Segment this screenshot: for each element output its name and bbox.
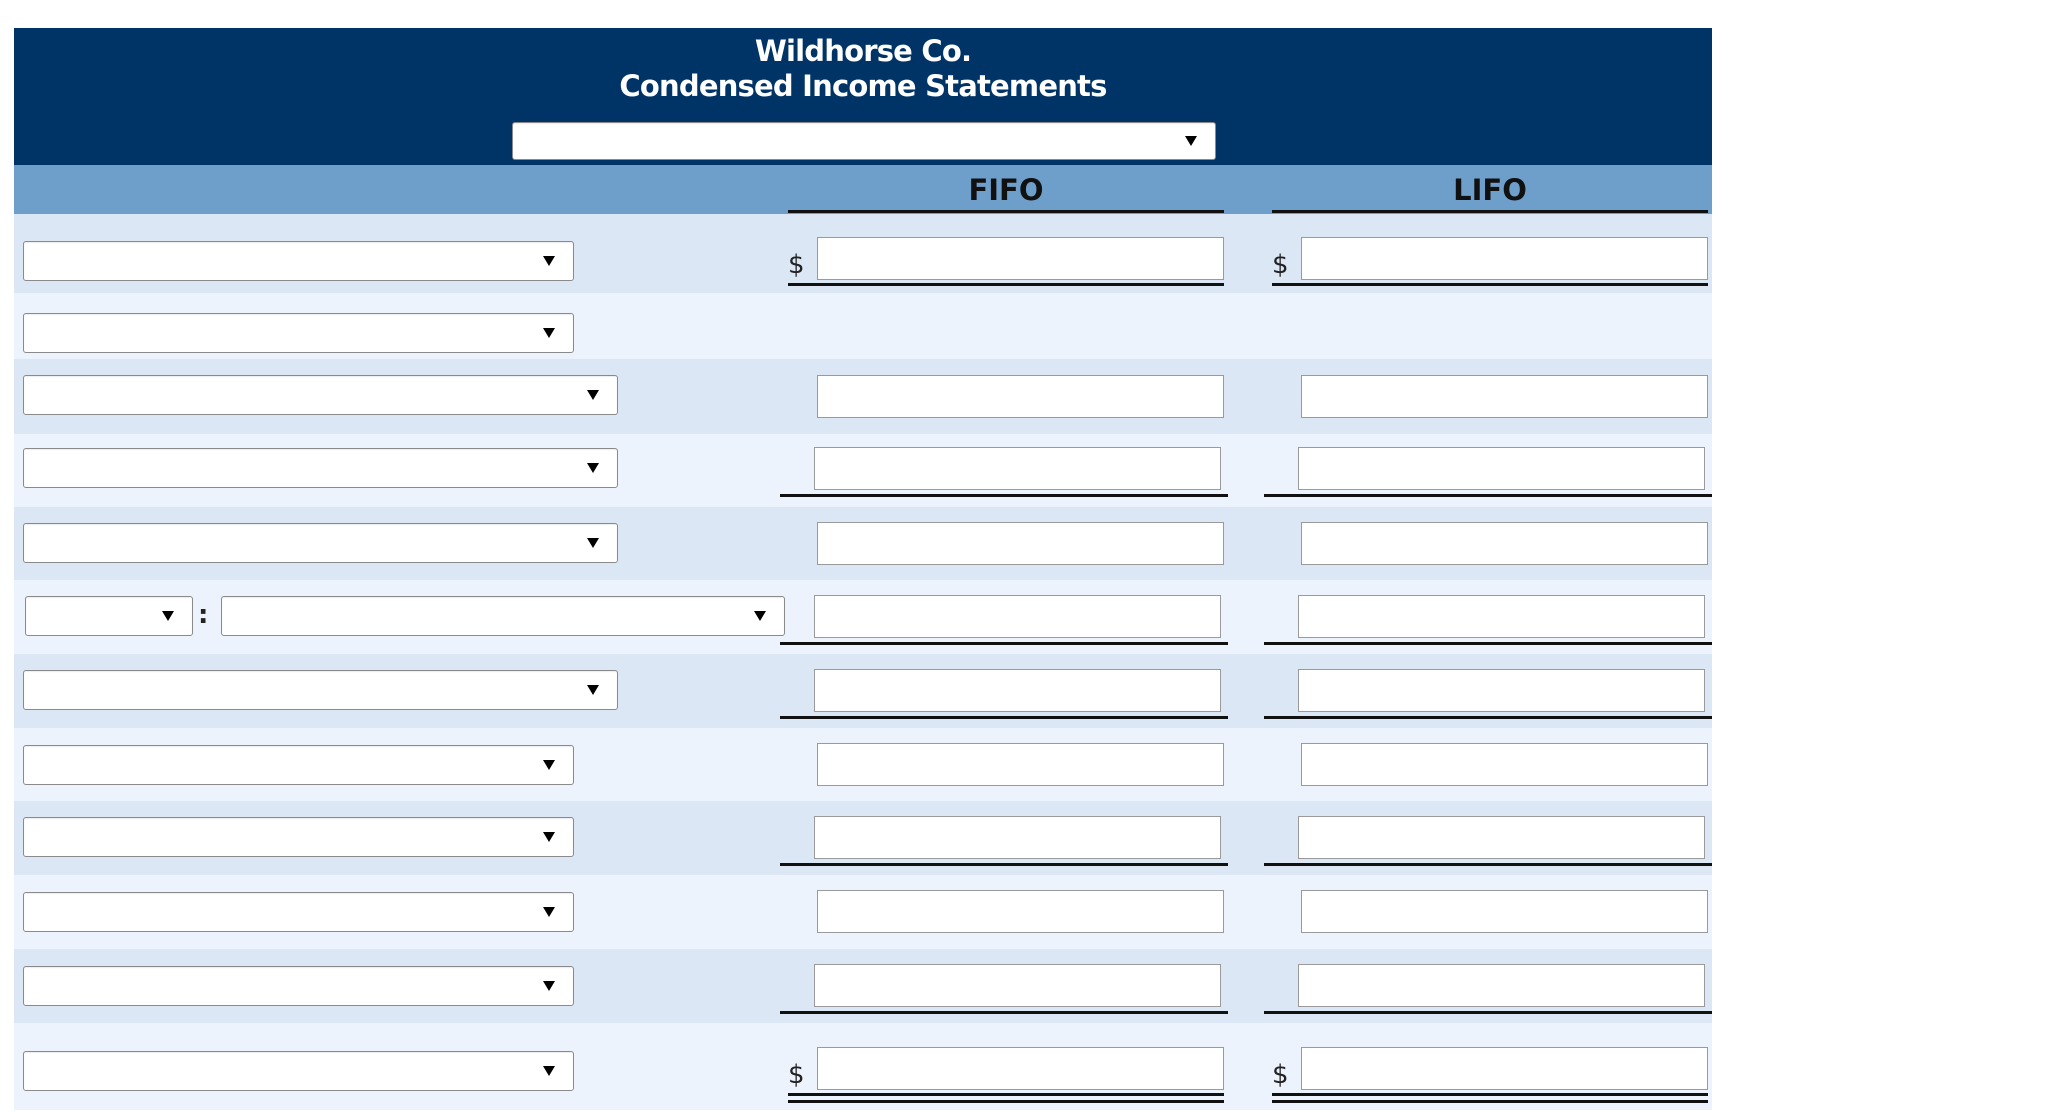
dollar-sign: $	[788, 250, 805, 280]
column-header-lifo: LIFO	[1272, 170, 1708, 213]
lifo-underline	[1264, 494, 1712, 497]
account-select[interactable]	[23, 523, 618, 563]
chevron-down-icon	[543, 832, 555, 842]
lifo-underline	[1272, 283, 1708, 286]
lifo-amount-input[interactable]	[1298, 964, 1705, 1007]
fifo-amount-input[interactable]	[814, 669, 1221, 712]
account-select[interactable]	[23, 1051, 574, 1091]
statement-row	[14, 728, 1712, 801]
fifo-underline	[780, 494, 1228, 497]
lifo-amount-input[interactable]	[1301, 743, 1708, 786]
account-select[interactable]	[23, 241, 574, 281]
income-statement-form	[14, 28, 1712, 1110]
fifo-underline	[780, 863, 1228, 866]
statement-row	[14, 949, 1712, 1023]
statement-row	[14, 434, 1712, 507]
account-select[interactable]	[23, 966, 574, 1006]
lifo-underline	[1264, 642, 1712, 645]
fifo-amount-input[interactable]	[817, 890, 1224, 933]
company-name: Wildhorse Co.	[754, 34, 972, 68]
statement-row	[14, 214, 1712, 293]
lifo-double-underline	[1272, 1093, 1708, 1103]
fifo-amount-input[interactable]	[814, 447, 1221, 490]
statement-row	[14, 875, 1712, 949]
colon-separator: :	[198, 600, 209, 630]
column-header-bar	[14, 165, 1712, 214]
dollar-sign: $	[1272, 250, 1289, 280]
account-select[interactable]	[23, 670, 618, 710]
fifo-amount-input[interactable]	[817, 1047, 1224, 1090]
statement-row	[14, 507, 1712, 580]
chevron-down-icon	[543, 981, 555, 991]
fifo-amount-input[interactable]	[814, 595, 1221, 638]
lifo-amount-input[interactable]	[1301, 237, 1708, 280]
account-select[interactable]	[23, 313, 574, 353]
lifo-amount-input[interactable]	[1301, 522, 1708, 565]
lifo-underline	[1264, 1011, 1712, 1014]
lifo-amount-input[interactable]	[1298, 669, 1705, 712]
account-select[interactable]	[23, 817, 574, 857]
account-select[interactable]	[23, 892, 574, 932]
fifo-amount-input[interactable]	[817, 522, 1224, 565]
dollar-sign: $	[788, 1060, 805, 1090]
period-select[interactable]	[512, 122, 1216, 160]
chevron-down-icon	[543, 760, 555, 770]
lifo-amount-input[interactable]	[1301, 890, 1708, 933]
lifo-amount-input[interactable]	[1301, 375, 1708, 418]
statement-row	[14, 359, 1712, 434]
lifo-amount-input[interactable]	[1298, 447, 1705, 490]
account-select[interactable]	[23, 448, 618, 488]
chevron-down-icon	[543, 907, 555, 917]
dollar-sign: $	[1272, 1060, 1289, 1090]
statement-row	[14, 801, 1712, 875]
fifo-amount-input[interactable]	[817, 237, 1224, 280]
account-select[interactable]	[23, 375, 618, 415]
lifo-amount-input[interactable]	[1298, 595, 1705, 638]
chevron-down-icon	[543, 328, 555, 338]
fifo-amount-input[interactable]	[817, 743, 1224, 786]
lifo-amount-input[interactable]	[1298, 816, 1705, 859]
chevron-down-icon	[587, 538, 599, 548]
fifo-amount-input[interactable]	[817, 375, 1224, 418]
fifo-underline	[780, 1011, 1228, 1014]
chevron-down-icon	[587, 390, 599, 400]
statement-row	[14, 1023, 1712, 1110]
chevron-down-icon	[587, 463, 599, 473]
fifo-amount-input[interactable]	[814, 816, 1221, 859]
chevron-down-icon	[587, 685, 599, 695]
statement-row	[14, 293, 1712, 359]
lifo-underline	[1264, 863, 1712, 866]
chevron-down-icon	[543, 1066, 555, 1076]
account-select[interactable]	[23, 745, 574, 785]
statement-row	[14, 580, 1712, 654]
fifo-double-underline	[788, 1093, 1224, 1103]
fifo-underline	[788, 283, 1224, 286]
chevron-down-icon	[1185, 136, 1197, 146]
lifo-amount-input[interactable]	[1301, 1047, 1708, 1090]
fifo-amount-input[interactable]	[814, 964, 1221, 1007]
fifo-underline	[780, 642, 1228, 645]
statement-title: Condensed Income Statements	[619, 69, 1107, 103]
chevron-down-icon	[162, 611, 174, 621]
column-header-fifo: FIFO	[788, 170, 1224, 213]
chevron-down-icon	[543, 256, 555, 266]
statement-header	[14, 28, 1712, 165]
chevron-down-icon	[754, 611, 766, 621]
prefix-select[interactable]	[25, 596, 193, 636]
statement-row	[14, 654, 1712, 728]
lifo-underline	[1264, 716, 1712, 719]
fifo-underline	[780, 716, 1228, 719]
account-select[interactable]	[221, 596, 785, 636]
